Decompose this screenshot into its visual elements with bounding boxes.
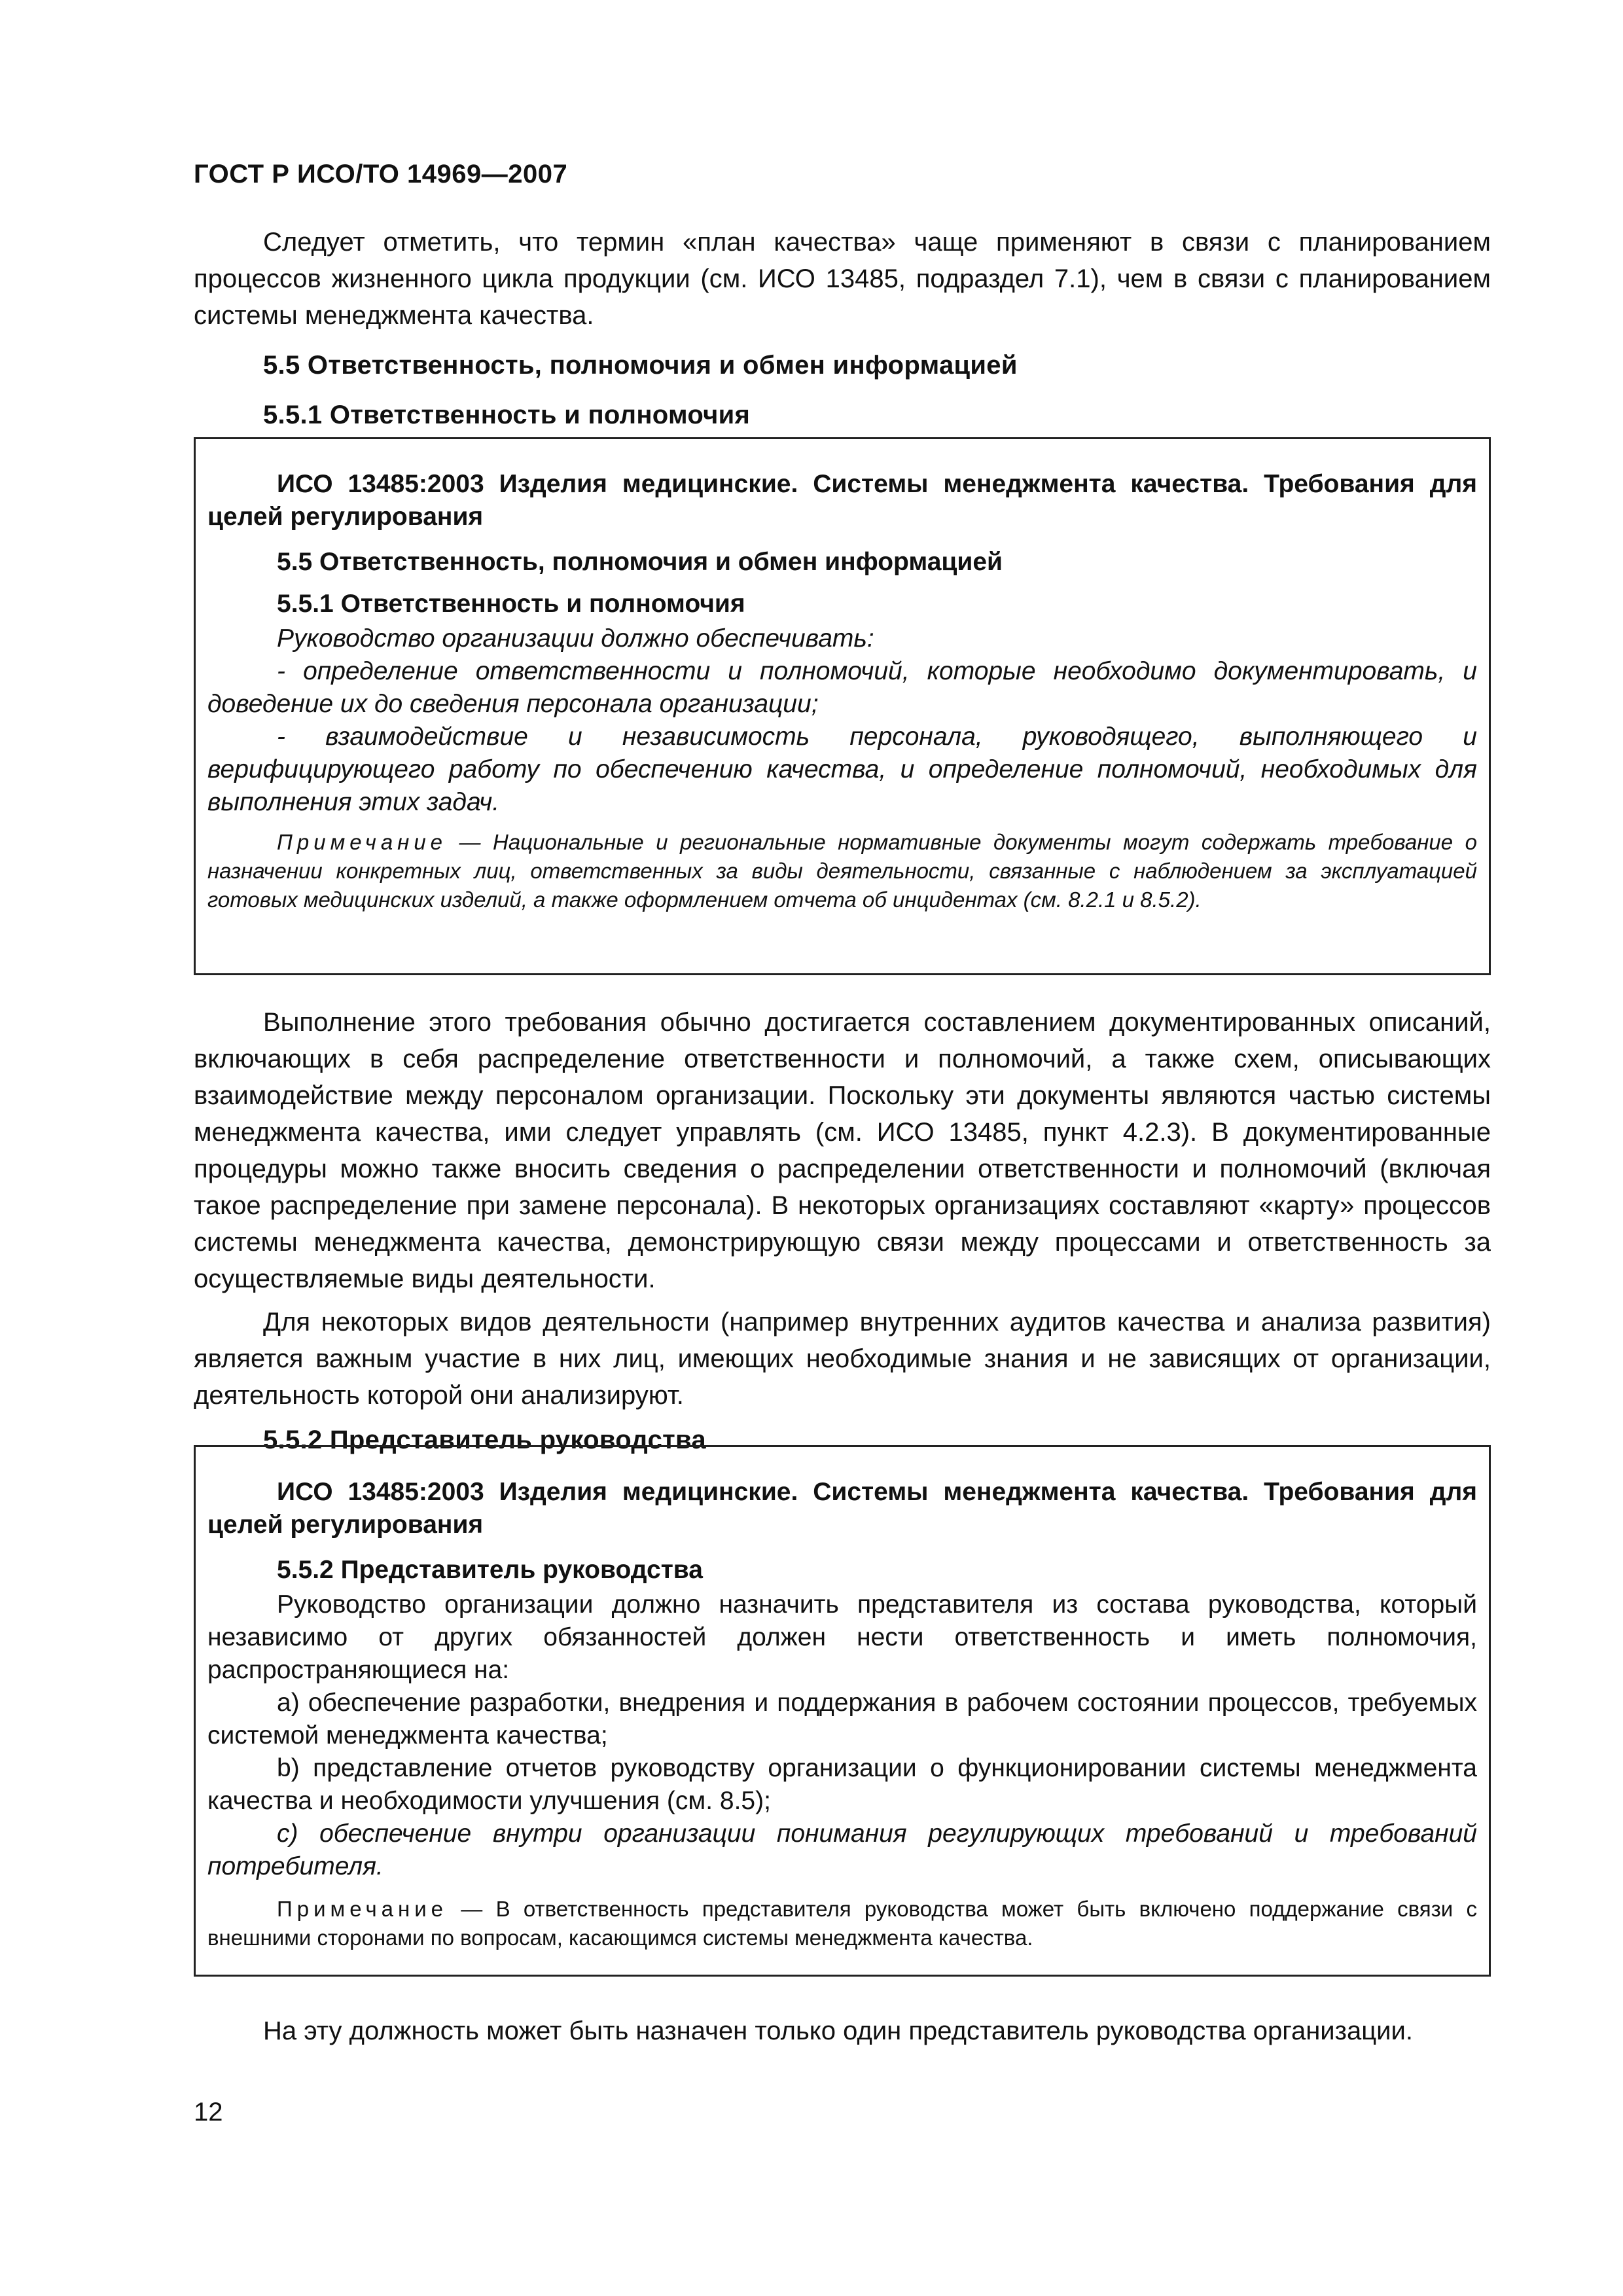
mid-section — [194, 1004, 1491, 1458]
note-text: — Национальные и региональные нормативные документы могут содержать требование о назначении конкретных лиц, ответственных за виды деятельности, связанные с наблюдением за эксплуатацией готовых медицинских изделий, а также оформлением отчета об инцидентах (см. 8.2.1 и 8.5.2). — [207, 830, 1477, 912]
section-heading-5-5-1: 5.5.1 Ответственность и полномочия — [263, 401, 751, 429]
section-heading-5-5: 5.5 Ответственность, полномочия и обмен информацией — [263, 351, 1018, 380]
closing-section — [194, 2013, 1491, 2049]
quote-note — [207, 828, 1477, 914]
quote2-item-c: c) обеспечение внутри организации понимания регулирующих требований и требований потребителя. — [207, 1820, 1477, 1880]
quote-source-title: ИСО 13485:2003 Изделия медицинские. Системы менеджмента качества. Требования для целей регулирования — [207, 470, 1477, 531]
iso-quote-box-2 — [194, 1445, 1491, 1977]
quote-line-item-1: - определение ответственности и полномочий, которые необходимо документировать, и доведение их до сведения персонала организации; — [207, 657, 1477, 718]
quote2-lead: Руководство организации должно назначить представителя из состава руководства, который независимо от других обязанностей должен нести ответственность и иметь полномочия, распространяющиеся на: — [207, 1590, 1477, 1684]
section-heading-5-5-2: 5.5.2 Представитель руководства — [263, 1426, 706, 1454]
quote-heading-5-5: 5.5 Ответственность, полномочия и обмен информацией — [277, 548, 1003, 576]
document-code-header: ГОСТ Р ИСО/ТО 14969—2007 — [194, 160, 568, 188]
quote2-item-b: b) представление отчетов руководству организации о функционировании системы менеджмента качества и необходимости улучшения (см. 8.5); — [207, 1754, 1477, 1815]
quote2-note — [207, 1895, 1477, 1952]
mid-paragraph-2: Для некоторых видов деятельности (например внутренних аудитов качества и анализа развития) является важным участие в них лиц, имеющих необходимые знания и не зависящих от организации, деятельность которой они анализируют. — [194, 1308, 1491, 1410]
page-number: 12 — [194, 2098, 223, 2126]
note2-label: Примечание — [277, 1897, 448, 1921]
intro-section — [194, 224, 1491, 433]
quote2-item-a: a) обеспечение разработки, внедрения и поддержания в рабочем состоянии процессов, требуемых системой менеджмента качества; — [207, 1689, 1477, 1749]
quote-heading-5-5-1: 5.5.1 Ответственность и полномочия — [277, 590, 745, 618]
quote2-source-title: ИСО 13485:2003 Изделия медицинские. Системы менеджмента качества. Требования для целей регулирования — [207, 1478, 1477, 1539]
closing-paragraph: На эту должность может быть назначен только один представитель руководства организации. — [263, 2017, 1413, 2045]
quote2-heading-5-5-2: 5.5.2 Представитель руководства — [277, 1556, 703, 1584]
iso-quote-box-1 — [194, 437, 1491, 975]
mid-paragraph-1: Выполнение этого требования обычно достигается составлением документированных описаний, включающих в себя распределение ответственности и полномочий, а также схем, описывающих взаимодействие между персоналом организации. Поскольку эти документы являются частью системы менеджмента качества, ими следует управлять (см. ИСО 13485, пункт 4.2.3). В документированные процедуры можно также вносить сведения о распределении ответственности и полномочий (включая такое распределение при замене персонала). В некоторых организациях составляют «карту» процессов системы менеджмента качества, демонстрирующую связи между процессами и ответственность за осуществляемые виды деятельности. — [194, 1008, 1491, 1293]
quote-line-lead: Руководство организации должно обеспечивать: — [277, 624, 874, 653]
note-label: Примечание — [277, 830, 448, 854]
quote-line-item-2: - взаимодействие и независимость персонала, руководящего, выполняющего и верифицирующего работу по обеспечению качества, и определение полномочий, необходимых для выполнения этих задач. — [207, 723, 1477, 816]
note2-text: — В ответственность представителя руководства может быть включено поддержание связи с внешними сторонами по вопросам, касающимся системы менеджмента качества. — [207, 1897, 1477, 1950]
intro-paragraph: Следует отметить, что термин «план качества» чаще применяют в связи с планированием процессов жизненного цикла продукции (см. ИСО 13485, подраздел 7.1), чем в связи с планированием системы менеджмента качества. — [194, 228, 1491, 330]
